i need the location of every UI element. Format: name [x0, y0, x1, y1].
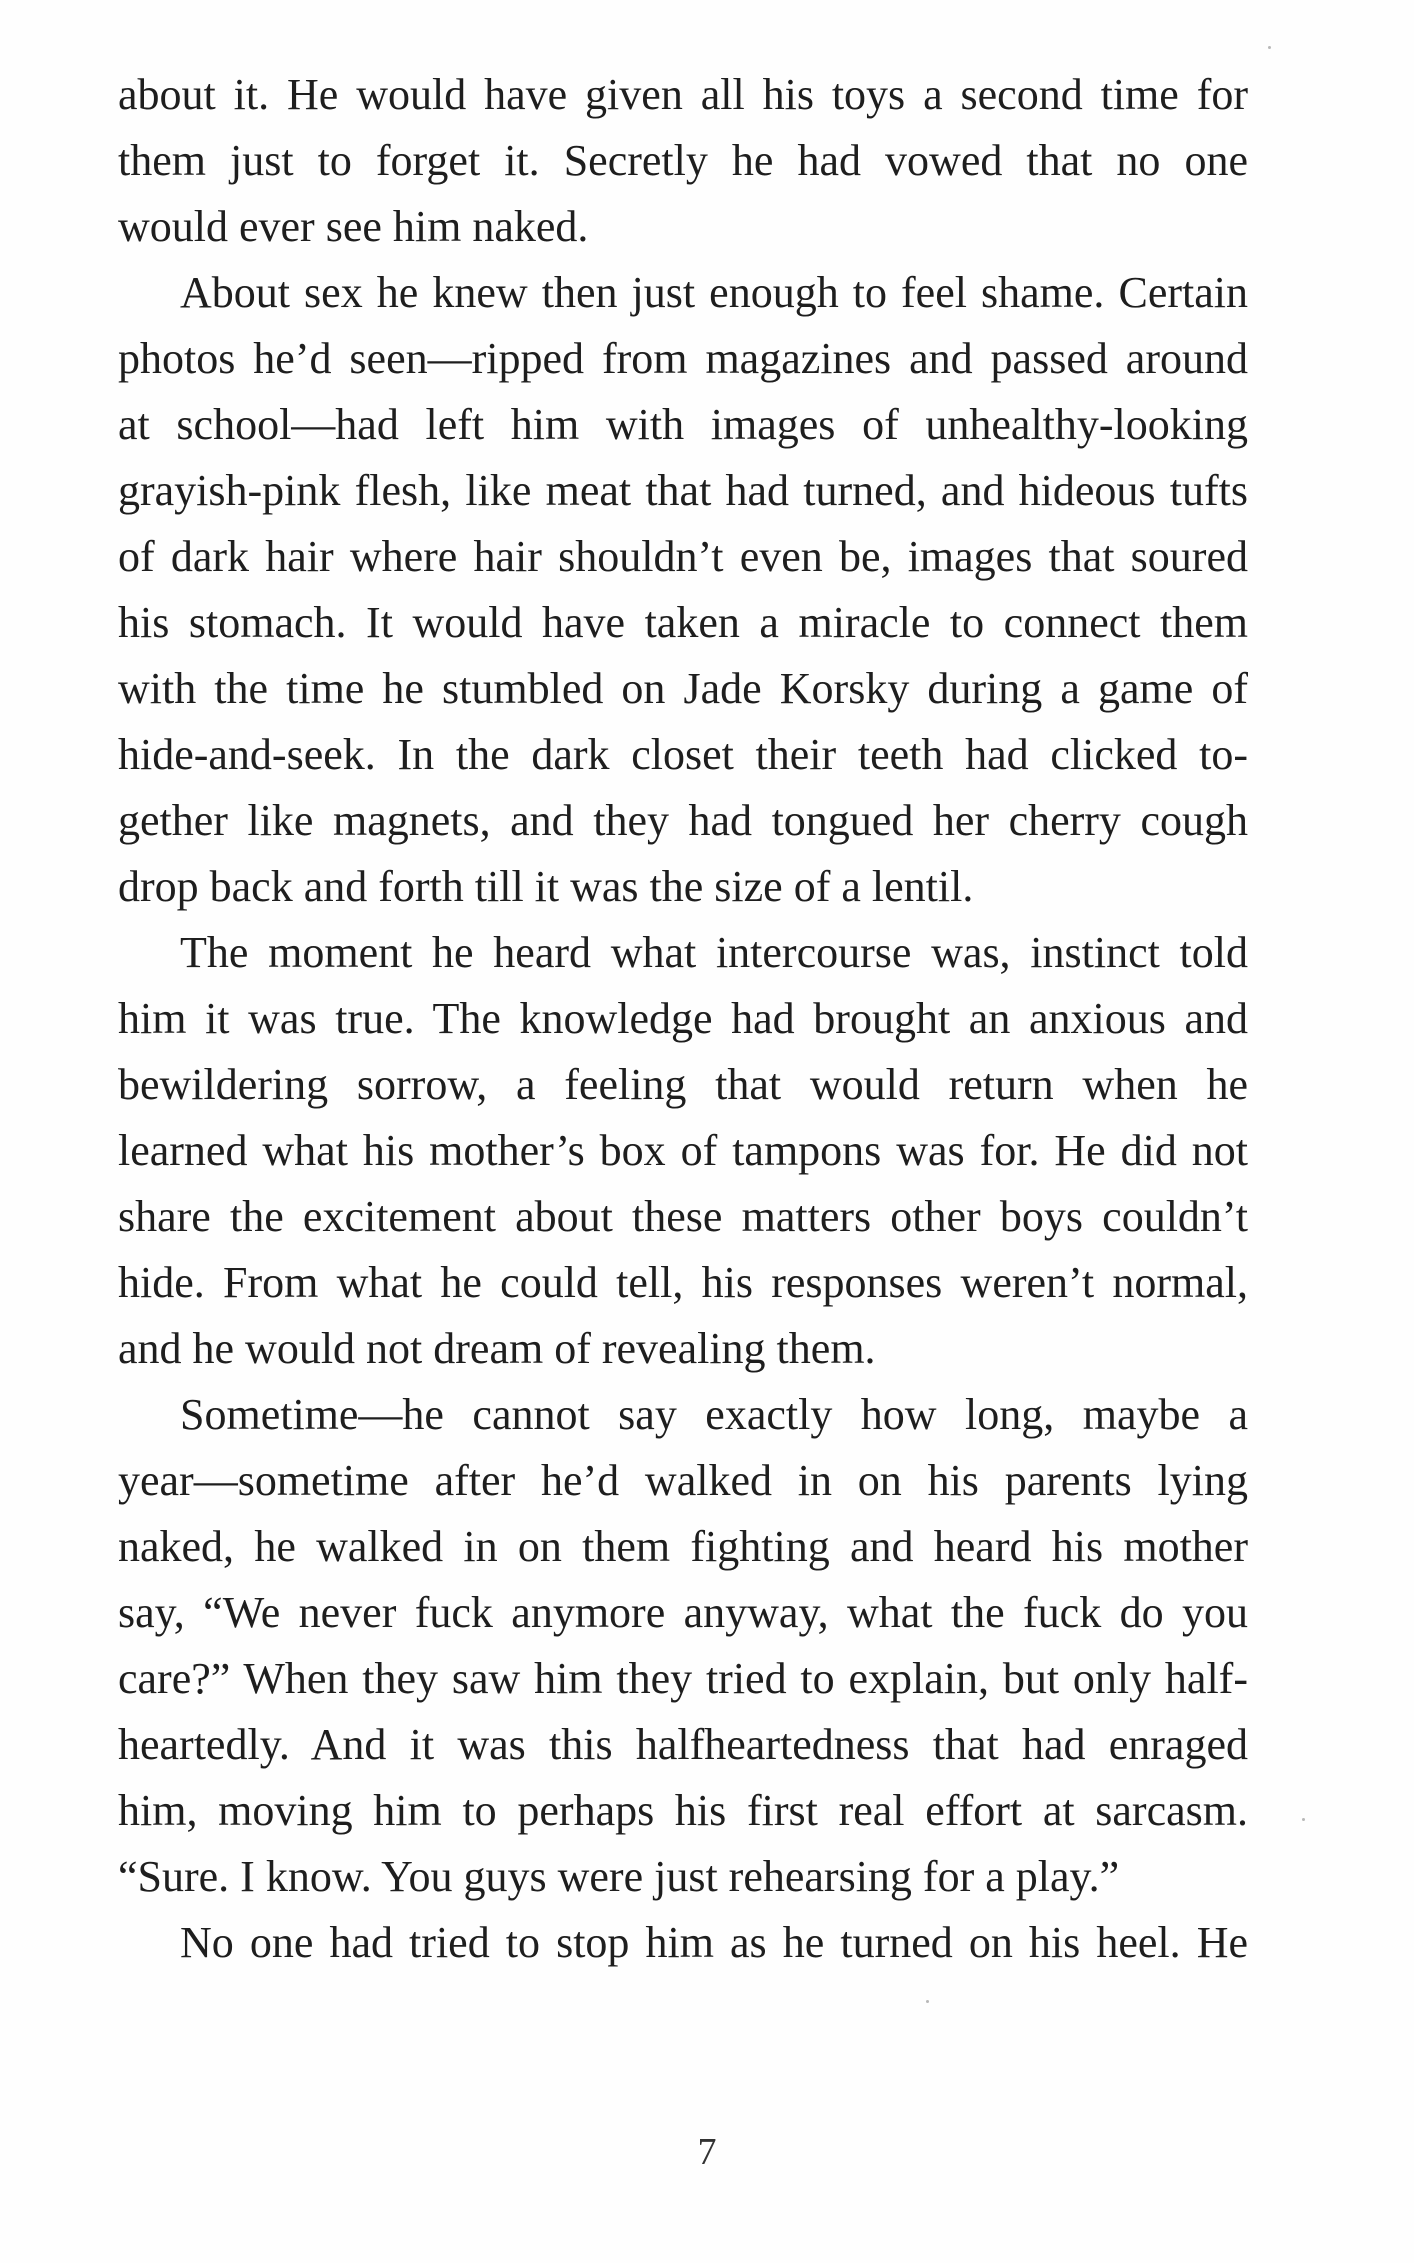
text-line: at school—had left him with images of unhealthy-looking — [118, 400, 1248, 449]
body-text — [118, 62, 1248, 1976]
text-line: drop back and forth till it was the size of a lentil. — [118, 862, 974, 911]
paragraph-start-line: Sometime—he cannot say exactly how long, maybe a — [180, 1390, 1248, 1439]
text-line: him, moving him to perhaps his first real effort at sarcasm. — [118, 1786, 1248, 1835]
text-line: hide-and-seek. In the dark closet their teeth had clicked to- — [118, 730, 1248, 779]
text-line: photos he’d seen—ripped from magazines and passed around — [118, 334, 1248, 383]
text-line: bewildering sorrow, a feeling that would return when he — [118, 1060, 1248, 1109]
paragraph-start-line: No one had tried to stop him as he turned on his heel. He — [180, 1918, 1248, 1967]
text-line: care?” When they saw him they tried to explain, but only half- — [118, 1654, 1248, 1703]
text-line: them just to forget it. Secretly he had vowed that no one — [118, 136, 1248, 185]
scan-speck — [1302, 1818, 1305, 1821]
page-number: 7 — [697, 2131, 717, 2173]
text-line: him it was true. The knowledge had brought an anxious and — [118, 994, 1248, 1043]
text-line: hide. From what he could tell, his responses weren’t normal, — [118, 1258, 1248, 1307]
paragraph-start-line: About sex he knew then just enough to feel shame. Certain — [180, 268, 1248, 317]
text-line: gether like magnets, and they had tongued her cherry cough — [118, 796, 1248, 845]
text-line: say, “We never fuck anymore anyway, what the fuck do you — [118, 1588, 1248, 1637]
paragraph-start-line: The moment he heard what intercourse was, instinct told — [180, 928, 1248, 977]
scan-speck — [926, 2000, 929, 2003]
text-line: heartedly. And it was this halfheartedness that had enraged — [118, 1720, 1248, 1769]
text-line: about it. He would have given all his toys a second time for — [118, 70, 1248, 119]
text-line: share the excitement about these matters other boys couldn’t — [118, 1192, 1248, 1241]
text-line: of dark hair where hair shouldn’t even be, images that soured — [118, 532, 1248, 581]
text-line: would ever see him naked. — [118, 202, 589, 251]
scan-speck — [1268, 46, 1271, 49]
text-line: and he would not dream of revealing them. — [118, 1324, 876, 1373]
text-line: grayish-pink flesh, like meat that had turned, and hideous tufts — [118, 466, 1248, 515]
text-line: with the time he stumbled on Jade Korsky during a game of — [118, 664, 1248, 713]
text-line: naked, he walked in on them fighting and heard his mother — [118, 1522, 1248, 1571]
text-line: year—sometime after he’d walked in on his parents lying — [118, 1456, 1248, 1505]
text-line: learned what his mother’s box of tampons was for. He did not — [118, 1126, 1248, 1175]
text-line: “Sure. I know. You guys were just rehearsing for a play.” — [118, 1852, 1120, 1901]
text-line: his stomach. It would have taken a miracle to connect them — [118, 598, 1248, 647]
